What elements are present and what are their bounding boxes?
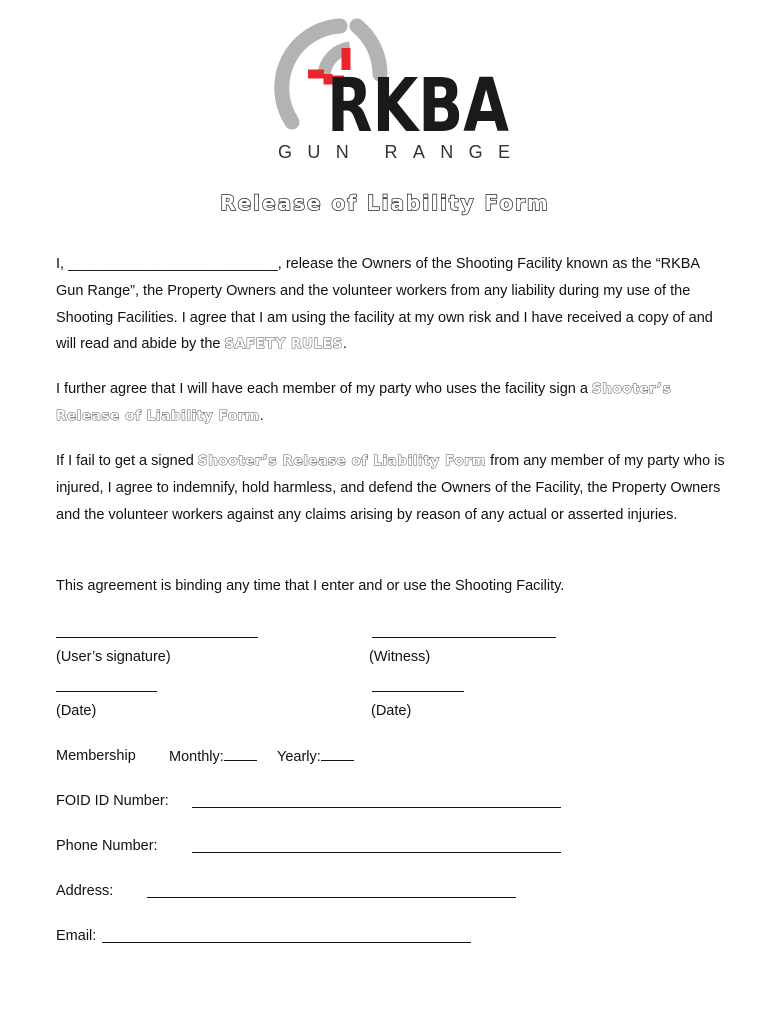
monthly-field [169,748,257,765]
release-paragraph [56,251,726,358]
binding-paragraph: This agreement is binding any time that I enter and or use the Shooting Facility. [56,578,565,594]
yearly-field [277,748,354,765]
para1-prefix: I, [56,256,69,272]
user-signature-line[interactable] [56,637,258,638]
monthly-blank[interactable] [224,748,257,761]
foid-label: FOID ID Number: [56,793,169,809]
para1-end: . [342,336,347,353]
shooter-release-ref-2: Shooter’s Release of Liability Form [197,453,487,469]
address-line[interactable] [147,897,516,898]
email-line[interactable] [102,942,471,943]
user-signature-label: (User’s signature) [56,649,171,665]
date-label-left: (Date) [56,703,97,719]
phone-line[interactable] [192,852,561,853]
membership-label: Membership [56,748,136,764]
indemnify-paragraph [56,448,726,528]
para1-middle: “RKBA Gun Range”, the Property Owners and the volunteer workers from any liability during my use of the Shooting Facilities. I agree that I am using the facility at my own risk and I have received a copy of and will read and abide by the [56,256,713,353]
yearly-blank[interactable] [321,748,354,761]
witness-signature-line[interactable] [372,637,556,638]
logo-brand: RKBA [327,63,509,149]
para2-end: . [259,407,264,424]
shooter-release-ref: Shooter’s Release of Liability Form [56,381,672,424]
foid-line[interactable] [192,807,561,808]
date-line-left[interactable] [56,691,157,692]
para3-rest: from any member of my party who is injured, I agree to indemnify, hold harmless, and defend the Owners of the Facility, the Property Owners and the volunteer workers against any claims arising by reason of any actual or asserted injuries. [56,453,725,523]
phone-label: Phone Number: [56,838,158,854]
safety-rules-link: SAFETY RULES [224,336,343,353]
email-label: Email: [56,928,97,944]
rkba-logo [262,18,532,168]
monthly-label: Monthly: [169,749,224,765]
party-paragraph [56,376,726,430]
para2-text: I further agree that I will have each member of my party who uses the facility sign a [56,381,592,397]
para1-line1-rest: , release the Owners of the Shooting Facility known as the [277,256,652,272]
name-blank[interactable]: __________________________ [68,256,278,272]
address-label: Address: [56,883,114,899]
logo-subtitle: GUN RANGE [278,142,510,162]
form-title: Release of Liability Form [220,191,550,215]
yearly-label: Yearly: [277,749,321,765]
date-label-right: (Date) [371,703,412,719]
para3-start: If I fail to get a signed [56,453,198,469]
date-line-right[interactable] [372,691,464,692]
witness-label: (Witness) [369,649,431,665]
